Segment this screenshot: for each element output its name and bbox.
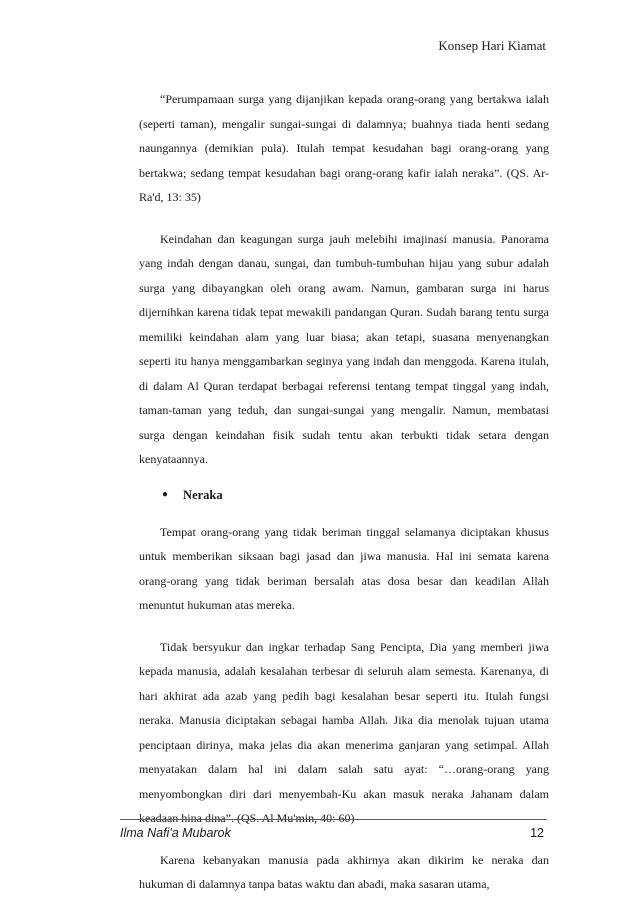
- section-heading: [162, 485, 549, 505]
- page-body: [139, 87, 549, 897]
- bullet-icon: ●: [162, 488, 169, 500]
- body-paragraph: Keindahan dan keagungan surga jauh melebihi imajinasi manusia. Panorama yang indah dengan danau, sungai, dan tumbuh-tumbuhan hijau yang subur adalah surga yang dibayangkan oleh orang awam. Namun, gambaran surga ini harus dijernihkan karena tidak tepat mewakili pandangan Quran. Sudah barang tentu surga memiliki keindahan alam yang luar biasa; akan tetapi, suasana menyenangkan seperti itu hanya menggambarkan seginya yang indah dan menggoda. Karena itulah, di dalam Al Quran terdapat berbagai referensi tentang tempat tinggal yang indah, taman-taman yang teduh, dan sungai-sungai yang mengalir. Namun, membatasi surga dengan keindahan fisik sudah tentu akan terbukti tidak setara dengan kenyataannya.: [139, 231, 549, 466]
- body-paragraph: Tidak bersyukur dan ingkar terhadap Sang Pencipta, Dia yang memberi jiwa kepada manusia, adalah kesalahan terbesar di seluruh alam semesta. Karenanya, di hari akhirat ada azab yang pedih bagi kesalahan besar seperti itu. Itulah fungsi neraka. Manusia diciptakan sebagai hamba Allah. Jika dia menolak tujuan utama penciptaan dirinya, maka jelas dia akan menerima ganjaran yang setimpal. Allah menyatakan dalam hal ini dalam salah satu ayat: “…orang-orang yang menyombongkan diri dari menyembah-Ku akan masuk neraka Jahanam dalam keadaan hina dina”. (QS. Al Mu'min, 40: 60): [139, 639, 549, 825]
- body-paragraph: Tempat orang-orang yang tidak beriman tinggal selamanya diciptakan khusus untuk memberikan siksaan bagi jasad dan jiwa manusia. Hal ini semata karena orang-orang yang tidak beriman bersalah atas dosa besar dan keadilan Allah menuntut hukuman atas mereka.: [139, 524, 549, 612]
- footer-author: Ilma Nafi'a Mubarok: [120, 826, 231, 840]
- quote-paragraph: “Perumpamaan surga yang dijanjikan kepada orang-orang yang bertakwa ialah (seperti taman), mengalir sungai-sungai di dalamnya; buahnya tiada henti sedang naungannya (demikian pula). Itulah tempat kesudahan bagi orang-orang yang bertakwa; sedang tempat kesudahan bagi orang-orang kafir ialah neraka”. (QS. Ar-Ra'd, 13: 35): [139, 92, 549, 204]
- footer-divider: [120, 819, 547, 820]
- body-paragraph: Karena kebanyakan manusia pada akhirnya akan dikirim ke neraka dan hukuman di dalamnya tanpa batas waktu dan abadi, maka sasaran utama,: [139, 852, 549, 891]
- page-number: 12: [530, 826, 544, 840]
- section-heading-label: Neraka: [183, 487, 223, 502]
- running-header: Konsep Hari Kiamat: [438, 38, 546, 53]
